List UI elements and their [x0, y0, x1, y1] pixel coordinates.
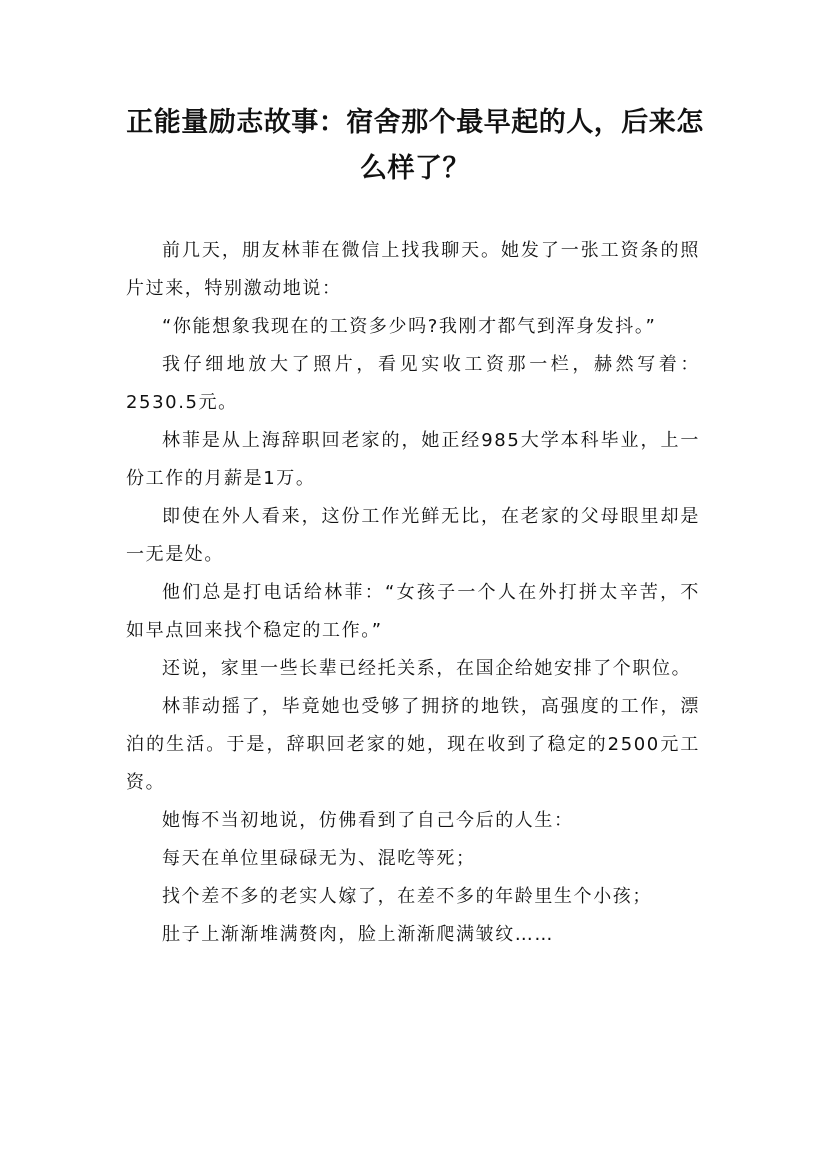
document-title: 正能量励志故事：宿舍那个最早起的人，后来怎么样了？ [126, 107, 704, 184]
paragraph: “你能想象我现在的工资多少吗?我刚才都气到浑身发抖。” [162, 316, 657, 337]
document-body [126, 232, 700, 954]
paragraph: 每天在单位里碌碌无为、混吃等死； [162, 848, 476, 869]
paragraph: 前几天，朋友林菲在微信上找我聊天。她发了一张工资条的照片过来，特别激动地说： [126, 240, 700, 299]
paragraph: 还说，家里一些长辈已经托关系，在国企给她安排了个职位。 [162, 658, 692, 679]
paragraph: 找个差不多的老实人嫁了，在差不多的年龄里生个小孩； [162, 886, 652, 907]
paragraph: 她悔不当初地说，仿佛看到了自己今后的人生： [162, 810, 574, 831]
paragraph: 林菲是从上海辞职回老家的，她正经985大学本科毕业，上一份工作的月薪是1万。 [126, 430, 700, 489]
paragraph: 我仔细地放大了照片，看见实收工资那一栏，赫然写着：2530.5元。 [126, 354, 700, 413]
paragraph: 肚子上渐渐堆满赘肉，脸上渐渐爬满皱纹…… [162, 924, 554, 945]
paragraph: 即使在外人看来，这份工作光鲜无比，在老家的父母眼里却是一无是处。 [126, 506, 700, 565]
paragraph: 林菲动摇了，毕竟她也受够了拥挤的地铁，高强度的工作，漂泊的生活。于是，辞职回老家的她，现在收到了稳定的2500元工资。 [126, 696, 700, 793]
paragraph: 他们总是打电话给林菲：“女孩子一个人在外打拼太辛苦，不如早点回来找个稳定的工作。” [126, 582, 700, 641]
